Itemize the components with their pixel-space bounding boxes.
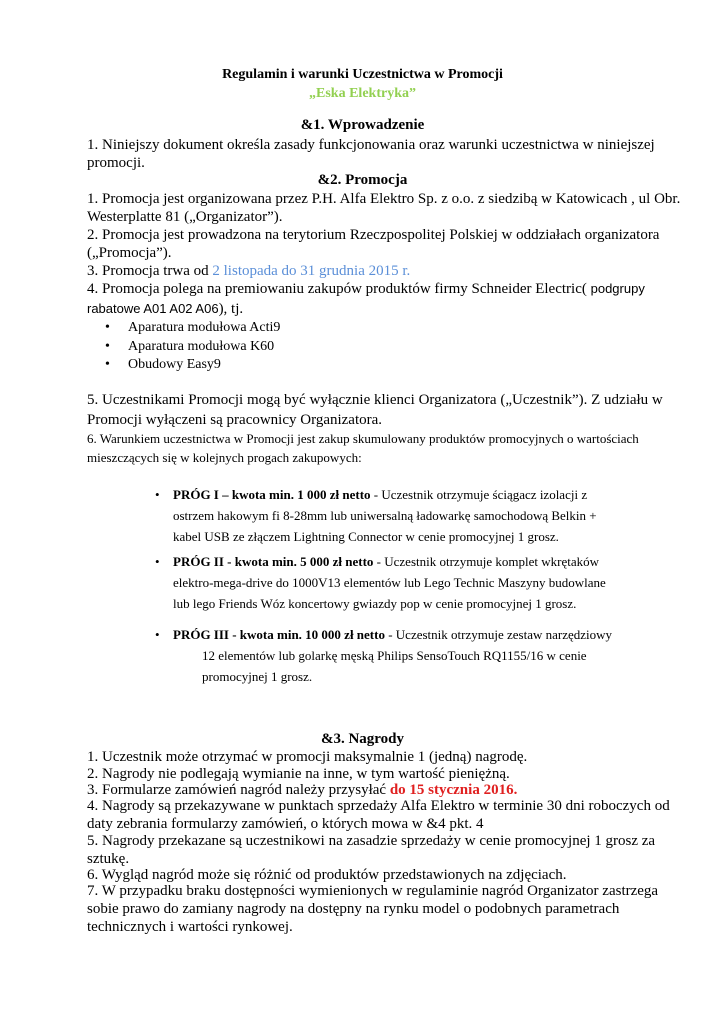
tier-text: ostrzem hakowym fi 8-28mm lub uniwersalną ładowarkę samochodową Belkin +: [173, 508, 597, 523]
tier-label: PRÓG I – kwota min. 1 000 zł netto: [173, 487, 371, 502]
bullet-icon: •: [155, 554, 160, 569]
document-title: Regulamin i warunki Uczestnictwa w Promocji: [222, 67, 503, 82]
purchase-tier-1: [155, 484, 625, 547]
tier-text: 12 elementów lub golarkę męską Philips SensoTouch RQ1155/16 w cenie: [202, 648, 587, 663]
s2-p4-text: 4. Promocja polega na premiowaniu zakupów produktów firmy Schneider Electric(: [87, 281, 591, 297]
s1-paragraph-1: 1. Niniejszy dokument określa zasady funkcjonowania oraz warunki uczestnictwa w niniejszej promocji.: [87, 137, 655, 171]
s2-p3-text: 3. Promocja trwa od: [87, 263, 213, 279]
s3-paragraph-6: 6. Wygląd nagród może się różnić od produktów przedstawionych na zdjęciach.: [87, 867, 567, 883]
s2-paragraph-1: 1. Promocja jest organizowana przez P.H. Alfa Elektro Sp. z o.o. z siedzibą w Katowicach , ul Obr. Westerplatte 81 („Organizator”).: [87, 191, 681, 225]
product-name: Obudowy Easy9: [128, 357, 221, 372]
s3-paragraph-4: 4. Nagrody są przekazywane w punktach sprzedaży Alfa Elektro w terminie 30 dni roboczych od daty zebrania formularzy zamówień, o których mowa w &4 pkt. 4: [87, 798, 670, 832]
bullet-icon: •: [105, 357, 110, 372]
s3-paragraph-7: 7. W przypadku braku dostępności wymienionych w regulaminie nagród Organizator zastrzega sobie prawo do zamiany nagrody na dostępny na rynku model o podobnych parametrach technicznych i wartości rynkowej.: [87, 883, 659, 935]
s2-paragraph-4: [87, 279, 687, 319]
s3-paragraph-2: 2. Nagrody nie podlegają wymianie na inne, w tym wartość pieniężną.: [87, 766, 510, 782]
discount-groups: podgrupy rabatowe A01 A02 A06: [87, 281, 645, 316]
tier-label: PRÓG II - kwota min. 5 000 zł netto: [173, 554, 374, 569]
tier-text: lub lego Friends Wóz koncertowy gwiazdy pop w cenie promocyjnej 1 grosz.: [173, 596, 577, 611]
bullet-icon: •: [105, 339, 110, 354]
bullet-icon: •: [105, 320, 110, 335]
tier-label: PRÓG III - kwota min. 10 000 zł netto: [173, 627, 385, 642]
section-3-heading: &3. Nagrody: [320, 731, 405, 747]
tier-text: - Uczestnik otrzymuje zestaw narzędziowy: [384, 627, 613, 642]
product-list-item: [105, 357, 221, 373]
bullet-icon: •: [155, 627, 160, 642]
purchase-tier-3: [155, 624, 625, 687]
product-list-item: [105, 339, 274, 355]
tier-text: promocyjnej 1 grosz.: [202, 669, 313, 684]
section-2-heading: &2. Promocja: [317, 172, 408, 188]
s2-paragraph-5: 5. Uczestnikami Promocji mogą być wyłącznie klienci Organizatora („Uczestnik”). Z udziału w Promocji wyłączeni są pracownicy Organizatora.: [87, 392, 663, 428]
s2-paragraph-3: [87, 262, 687, 280]
s2-paragraph-2: 2. Promocja jest prowadzona na terytorium Rzeczpospolitej Polskiej w oddziałach organizatora („Promocja”).: [87, 227, 660, 261]
promotion-dates: 2 listopada do 31 grudnia 2015 r.: [212, 263, 411, 279]
product-list-item: [105, 320, 280, 336]
product-name: Aparatura modułowa K60: [128, 339, 275, 354]
deadline-date: do 15 stycznia 2016.: [389, 782, 518, 798]
bullet-icon: •: [155, 487, 160, 502]
section-1-heading: &1. Wprowadzenie: [300, 117, 425, 133]
s2-p4-end: ), tj.: [218, 301, 244, 317]
s3-p3-text: 3. Formularze zamówień nagród należy przysyłać: [87, 782, 390, 798]
product-name: Aparatura modułowa Acti9: [128, 320, 281, 335]
promotion-name: „Eska Elektryka”: [309, 86, 416, 101]
tier-text: elektro-mega-drive do 1000V13 elementów lub Lego Technic Maszyny budowlane: [173, 575, 606, 590]
tier-text: - Uczestnik otrzymuje komplet wkrętaków: [373, 554, 600, 569]
tier-text: kabel USB ze złączem Lightning Connector w cenie promocyjnej 1 grosz.: [173, 529, 559, 544]
purchase-tier-2: [155, 551, 625, 614]
s3-paragraph-1: 1. Uczestnik może otrzymać w promocji maksymalnie 1 (jedną) nagrodę.: [87, 749, 528, 765]
s3-paragraph-5: 5. Nagrody przekazane są uczestnikowi na zasadzie sprzedaży w cenie promocyjnej 1 grosz za sztukę.: [87, 833, 656, 867]
s2-paragraph-6: 6. Warunkiem uczestnictwa w Promocji jest zakup skumulowany produktów promocyjnych o wartościach mieszczących się w kolejnych progach zakupowych:: [87, 431, 639, 465]
tier-text: - Uczestnik otrzymuje ściągacz izolacji z: [370, 487, 588, 502]
